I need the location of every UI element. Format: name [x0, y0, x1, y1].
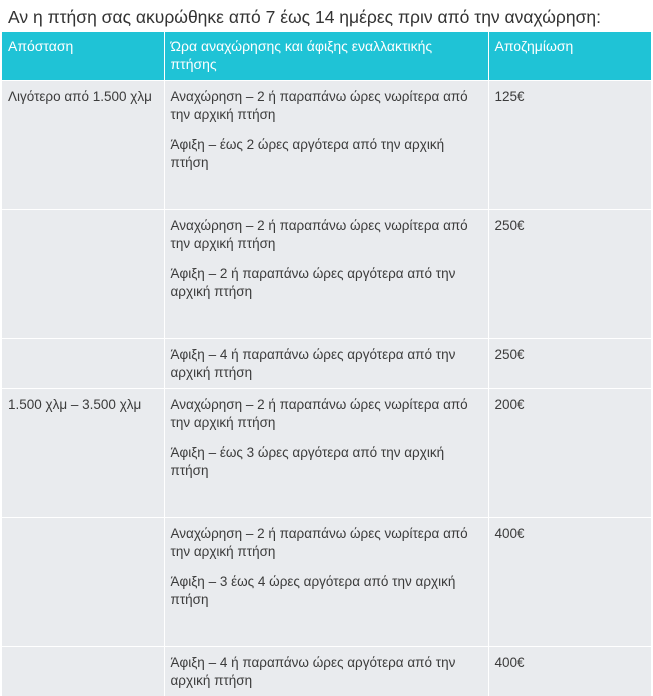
compensation-table	[2, 32, 651, 696]
page-heading: Αν η πτήση σας ακυρώθηκε από 7 έως 14 ημέρες πριν από την αναχώρηση:	[8, 7, 601, 27]
condition-text: Άφιξη – έως 2 ώρες αργότερα από την αρχική πτήση	[170, 137, 445, 170]
header-distance: Απόσταση	[2, 32, 164, 81]
cell-compensation: 250€	[488, 210, 651, 339]
condition-text: Άφιξη – 2 ή παραπάνω ώρες αργότερα από την αρχική πτήση	[170, 266, 456, 299]
header-compensation: Αποζημίωση	[488, 32, 651, 81]
condition-text: Αναχώρηση – 2 ή παραπάνω ώρες νωρίτερα από την αρχική πτήση	[170, 397, 468, 430]
cell-compensation: 400€	[488, 647, 651, 696]
condition-text: Αναχώρηση – 2 ή παραπάνω ώρες νωρίτερα από την αρχική πτήση	[170, 526, 468, 559]
cell-compensation: 125€	[488, 81, 651, 210]
condition-text: Άφιξη – 4 ή παραπάνω ώρες αργότερα από την αρχική πτήση	[170, 655, 456, 688]
condition-text: Άφιξη – 3 έως 4 ώρες αργότερα από την αρχική πτήση	[170, 574, 456, 607]
cell-distance: Λιγότερο από 1.500 χλμ	[2, 81, 164, 210]
table-header-row	[2, 32, 651, 81]
cell-distance: 1.500 χλμ – 3.500 χλμ	[2, 389, 164, 518]
condition-text: Αναχώρηση – 2 ή παραπάνω ώρες νωρίτερα από την αρχική πτήση	[170, 218, 468, 251]
condition-text: Αναχώρηση – 2 ή παραπάνω ώρες νωρίτερα από την αρχική πτήση	[170, 89, 468, 122]
table-row	[2, 518, 651, 647]
table-row	[2, 389, 651, 518]
cell-compensation: 250€	[488, 339, 651, 389]
condition-text: Άφιξη – 4 ή παραπάνω ώρες αργότερα από την αρχική πτήση	[170, 347, 456, 380]
table-row	[2, 339, 651, 389]
cell-distance	[2, 339, 164, 389]
table-row	[2, 81, 651, 210]
header-flight-times: Ώρα αναχώρησης και άφιξης εναλλακτικής πτήσης	[164, 32, 488, 81]
cell-conditions	[164, 647, 488, 696]
cell-distance	[2, 647, 164, 696]
table-row	[2, 210, 651, 339]
cell-conditions	[164, 210, 488, 339]
cell-compensation: 400€	[488, 518, 651, 647]
table-row	[2, 647, 651, 696]
cell-distance	[2, 210, 164, 339]
cell-conditions	[164, 389, 488, 518]
cell-conditions	[164, 339, 488, 389]
cell-conditions	[164, 81, 488, 210]
condition-text: Άφιξη – έως 3 ώρες αργότερα από την αρχική πτήση	[170, 445, 445, 478]
cell-compensation: 200€	[488, 389, 651, 518]
cell-distance	[2, 518, 164, 647]
cell-conditions	[164, 518, 488, 647]
